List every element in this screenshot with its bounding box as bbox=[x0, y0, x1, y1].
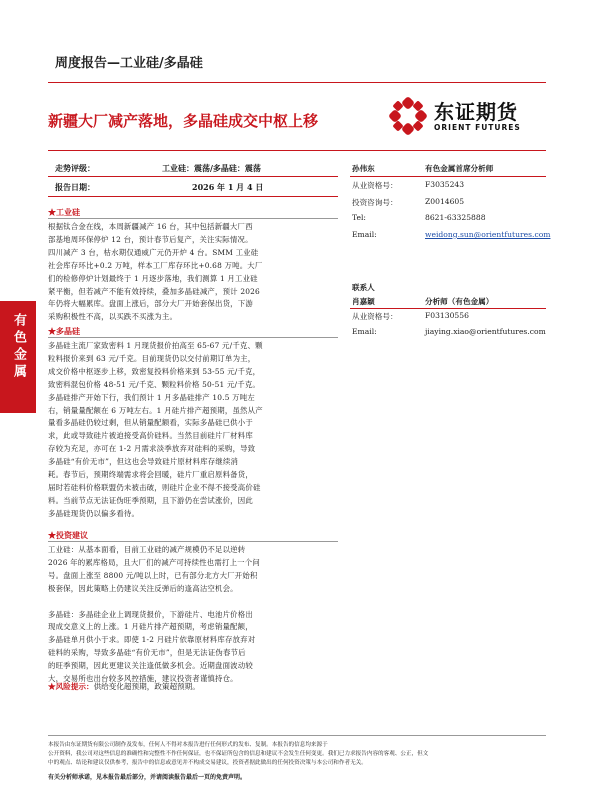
section-rule bbox=[48, 337, 338, 338]
section-heading-industrial-silicon: ★工业硅 bbox=[48, 207, 80, 217]
analyst-field-label: 从业资格号： bbox=[352, 181, 398, 190]
title-rule bbox=[48, 150, 546, 151]
analyst-title: 分析师（有色金属） bbox=[425, 297, 494, 306]
analyst-field-value: Z0014605 bbox=[425, 197, 465, 206]
star-icon: ★ bbox=[48, 326, 56, 336]
risk-label: 风险提示： bbox=[55, 682, 94, 691]
section-rule bbox=[48, 218, 338, 219]
star-icon: ★ bbox=[48, 530, 56, 540]
risk-warning bbox=[48, 681, 200, 692]
analyst-rule bbox=[350, 176, 546, 177]
page-title: 新疆大厂减产落地，多晶硅成交中枢上移 bbox=[48, 112, 319, 130]
meta-rule bbox=[48, 196, 338, 197]
analyst-name: 孙伟东 bbox=[352, 164, 375, 173]
analyst-field-label: Tel: bbox=[352, 213, 366, 222]
analyst-rule bbox=[350, 308, 546, 309]
analyst-email-link[interactable]: weidong.sun@orientfutures.com bbox=[425, 230, 551, 239]
analyst-field-value: F3035243 bbox=[425, 180, 465, 189]
analyst-field-value: 8621-63325888 bbox=[425, 213, 486, 222]
section-rule bbox=[48, 541, 338, 542]
category-label: 有色金属 bbox=[11, 313, 26, 381]
analyst-name: 肖嘉颖 bbox=[352, 297, 375, 306]
analyst-field-value: F03130556 bbox=[425, 311, 469, 320]
section-body-polysilicon: 多晶硅主流厂家致密料 1 月现货报价拍高至 65-67 元/千克、颗 粒料报价来到 63 元/千克。目前现货仍以交付前期订单为主， 成交价格中枢逐步上移，致密复投料价格来到 53-55 元/千克， 致密料混包价格 48-51 元/千克、颗粒料价格 50-51 元/千克。 多晶硅排产开始下行，我们预计 1 月多晶硅排产 10.5 万吨左 右，销量量配额在 6 万吨左右。1 月硅片排产超预期，虽然从产 量看多晶硅仍较过剩，但从销量配额看，实际多晶硅已供小于 求，此或导致硅片被迫接受高价硅料。当然目前硅片厂材料库 存较为充足，亦可在 1-2 月需求淡季放弃对硅料的采购，导致 多晶硅“有价无市”，但这也会导致硅片原材料库存继续消 耗。春节后，预期终端需求将会回暖，硅片厂重启原料备货， 届时若硅料价格联盟仍未被击破，则硅片企业不得不接受高价硅 料。当前节点无法证伪旺季预期，且下游仍在尝试涨价，因此 多晶硅现货仍以偏多看待。 bbox=[48, 341, 263, 518]
disclaimer-notice: 有关分析师承诺，见本报告最后部分，并请阅读报告最后一页的免责声明。 bbox=[48, 774, 247, 781]
date-label: 报告日期： bbox=[55, 182, 95, 192]
meta-rule bbox=[48, 176, 338, 177]
trend-label: 走势评级： bbox=[55, 163, 95, 173]
report-date: 2026 年 1 月 4 日 bbox=[192, 182, 264, 192]
footer-rule bbox=[48, 735, 546, 736]
logo-mark-icon bbox=[388, 96, 428, 136]
contact-label: 联系人 bbox=[352, 283, 375, 292]
star-icon: ★ bbox=[48, 682, 56, 691]
trend-value: 工业硅：震荡/多晶硅：震荡 bbox=[162, 163, 261, 173]
section-heading-polysilicon: ★多晶硅 bbox=[48, 326, 80, 336]
risk-text: 供给变化超预期，政策超预期。 bbox=[93, 682, 200, 691]
analyst-field-label: 从业资格号： bbox=[352, 312, 398, 321]
analyst-field-label: Email: bbox=[352, 230, 377, 239]
header-rule bbox=[48, 82, 546, 83]
category-side-tab bbox=[0, 301, 36, 413]
section-body-industrial-silicon: 根据钛合金在线，本周新疆减产 16 台，其中包括新疆大厂西 部基地周环保停炉 12 台，预计春节后复产，关注实际情况。 四川减产 3 台，枯水期仅通威广元仍开炉 4 台。SMM 工业硅 社会库存环比+0.2 万吨，样本工厂库存环比+0.68 万吨。大厂 们的检修停炉计划最终于 1 月逐步落地，我们测算 1 月工业硅 紧平衡，但若减产不能有效持续，叠加多晶硅减产，预计 2026 年仍将大幅累库。盘面上涨后，部分大厂开始套保出货，下游 采购积极性不高，以买跌不买涨为主。 bbox=[48, 222, 263, 322]
analyst-field-label: 投资咨询号： bbox=[352, 198, 398, 207]
analyst-field-value: jiaying.xiao@orientfutures.com bbox=[425, 327, 546, 336]
disclaimer-text: 本报告由东证期货有限公司制作及发布，任何人不得对本报告进行任何形式的发布、复制。本报告的信息均来源于 公开资料，我公司对这些信息的准确性和完整性不作任何保证，也不保证所包含的信息和建议不会发生任何变更。我们已力求报告内容的客观、公正，但文 中的观点、结论和建议仅供参考，报告中的信息或意见并不构成交易建议，投资者据此做出的任何投资决策与本公司和作者无关。 bbox=[48, 742, 429, 767]
section-heading-investment: ★投资建议 bbox=[48, 530, 88, 540]
logo-english-name: ORIENT FUTURES bbox=[434, 123, 521, 132]
analyst-field-label: Email: bbox=[352, 327, 377, 336]
brand-logo bbox=[388, 96, 548, 136]
star-icon: ★ bbox=[48, 207, 56, 217]
report-type: 周度报告—工业硅/多晶硅 bbox=[55, 56, 203, 71]
analyst-title: 有色金属首席分析师 bbox=[425, 164, 494, 173]
logo-chinese-name: 东证期货 bbox=[434, 100, 518, 124]
section-body-investment: 工业硅：从基本面看，目前工业硅的减产规模仍不足以逆转 2026 年的累库格局，且大厂们的减产可持续性也需打上一个问 号。盘面上涨至 8800 元/吨以上时，已有部分北方大厂开始积 极套保，因此策略上仍建议关注反弹后的逢高沽空机会。 多晶硅：多晶硅企业上调现货报价，下游硅片、电池片价格出 现成交意义上的上涨。1 月硅片排产超预期，考虑销量配额， 多晶硅单月供小于求。即使 1-2 月硅片依靠原材料库存放弃对 硅料的采购，导致多晶硅“有价无市”，但是无法证伪春节后 的旺季预期，因此更建议关注逢低做多机会。近期盘面波动较 大，交易所也出台较多风控措施，建议投资者谨慎持仓。 bbox=[48, 545, 260, 684]
